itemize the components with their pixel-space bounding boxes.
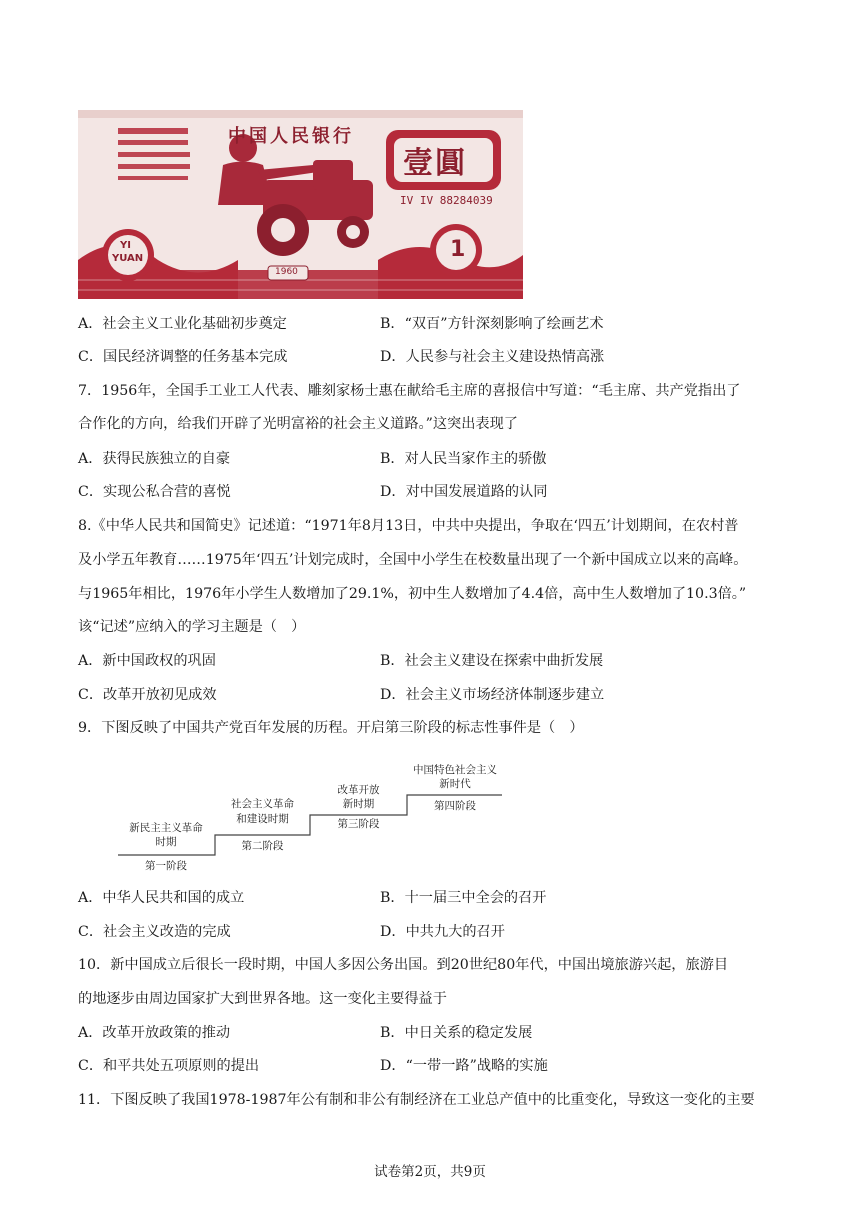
q8-stem-line-3: 与1965年相比，1976年小学生人数增加了29.1%，初中生人数增加了4.4倍，高中生人数增加了10.3倍。” xyxy=(78,586,747,602)
stage-4-name: 第四阶段 xyxy=(434,800,476,812)
year-label: 1960 xyxy=(275,267,298,277)
stage-staircase-diagram xyxy=(110,760,510,875)
q6-option-a: A．社会主义工业化基础初步奠定 xyxy=(78,316,287,332)
q7-option-a: A．获得民族独立的自豪 xyxy=(78,451,231,467)
q7-stem-line-2: 合作化的方向，给我们开辟了光明富裕的社会主义道路。”这突出表现了 xyxy=(78,416,518,432)
yuan-label-yi: YI xyxy=(120,240,131,251)
q7-option-c: C．实现公私合营的喜悦 xyxy=(78,484,231,500)
q7-option-b: B．对人民当家作主的骄傲 xyxy=(380,451,547,467)
q6-option-d: D．人民参与社会主义建设热情高涨 xyxy=(380,349,605,365)
yuan-label-yuan: YUAN xyxy=(112,253,144,264)
q10-option-d: D．“一带一路”战略的实施 xyxy=(380,1058,548,1074)
page-footer: 试卷第2页，共9页 xyxy=(374,1164,486,1180)
q6-option-b: B．“双百”方针深刻影响了绘画艺术 xyxy=(380,316,604,332)
q9-option-a: A．中华人民共和国的成立 xyxy=(78,890,245,906)
stage-2-title-line-2: 和建设时期 xyxy=(236,813,289,825)
stage-4-title-line-2: 新时代 xyxy=(439,778,471,790)
serial-number: IV IV 88284039 xyxy=(400,194,493,207)
q10-stem-line-1: 10．新中国成立后很长一段时期，中国人多因公务出国。到20世纪80年代，中国出境旅游兴起，旅游目 xyxy=(78,957,729,973)
q8-option-d: D．社会主义市场经济体制逐步建立 xyxy=(380,687,605,703)
numeral-label: 1 xyxy=(450,237,466,262)
q7-option-d: D．对中国发展道路的认同 xyxy=(380,484,548,500)
q6-option-c: C．国民经济调整的任务基本完成 xyxy=(78,349,288,365)
q9-option-b: B．十一届三中全会的召开 xyxy=(380,890,547,906)
stage-3-title-line-2: 新时期 xyxy=(342,798,375,810)
q10-option-a: A．改革开放政策的推动 xyxy=(78,1025,231,1041)
q11-stem-line-1: 11．下图反映了我国1978-1987年公有制和非公有制经济在工业总产值中的比重变化，导致这一变化的主要 xyxy=(78,1092,755,1108)
q8-option-b: B．社会主义建设在探索中曲折发展 xyxy=(380,653,604,669)
q9-stem-line-1: 9．下图反映了中国共产党百年发展的历程。开启第三阶段的标志性事件是（ ） xyxy=(78,720,584,736)
stage-3-title-line-1: 改革开放 xyxy=(337,784,380,796)
stage-3-name: 第三阶段 xyxy=(337,818,380,830)
stage-4-title-line-1: 中国特色社会主义 xyxy=(413,764,497,776)
bank-name: 中国人民银行 xyxy=(228,126,354,147)
stage-1-name: 第一阶段 xyxy=(145,860,187,872)
stage-2-title-line-1: 社会主义革命 xyxy=(231,798,294,810)
q10-option-c: C．和平共处五项原则的提出 xyxy=(78,1058,260,1074)
q9-option-c: C．社会主义改造的完成 xyxy=(78,924,231,940)
banknote-image xyxy=(78,110,523,299)
q8-stem-line-4: 该“记述”应纳入的学习主题是（ ） xyxy=(78,619,306,635)
q9-option-d: D．中共九大的召开 xyxy=(380,924,505,940)
stage-1-title-line-1: 新民主主义革命 xyxy=(129,822,203,834)
denomination-label: 壹圓 xyxy=(403,146,467,181)
stage-2-name: 第二阶段 xyxy=(241,840,284,852)
stage-1-title-line-2: 时期 xyxy=(155,836,177,848)
q8-stem-line-2: 及小学五年教育……1975年‘四五’计划完成时，全国中小学生在校数量出现了一个新中国成立以来的高峰。 xyxy=(78,552,748,568)
q10-option-b: B．中日关系的稳定发展 xyxy=(380,1025,533,1041)
q8-stem-line-1: 8.《中华人民共和国简史》记述道：“1971年8月13日，中共中央提出，争取在‘四五’计划期间，在农村普 xyxy=(78,518,739,534)
q10-stem-line-2: 的地逐步由周边国家扩大到世界各地。这一变化主要得益于 xyxy=(78,991,447,1007)
q8-option-a: A．新中国政权的巩固 xyxy=(78,653,216,669)
q7-stem-line-1: 7．1956年，全国手工业工人代表、雕刻家杨士惠在献给毛主席的喜报信中写道：“毛主席、共产党指出了 xyxy=(78,383,741,399)
q8-option-c: C．改革开放初见成效 xyxy=(78,687,217,703)
